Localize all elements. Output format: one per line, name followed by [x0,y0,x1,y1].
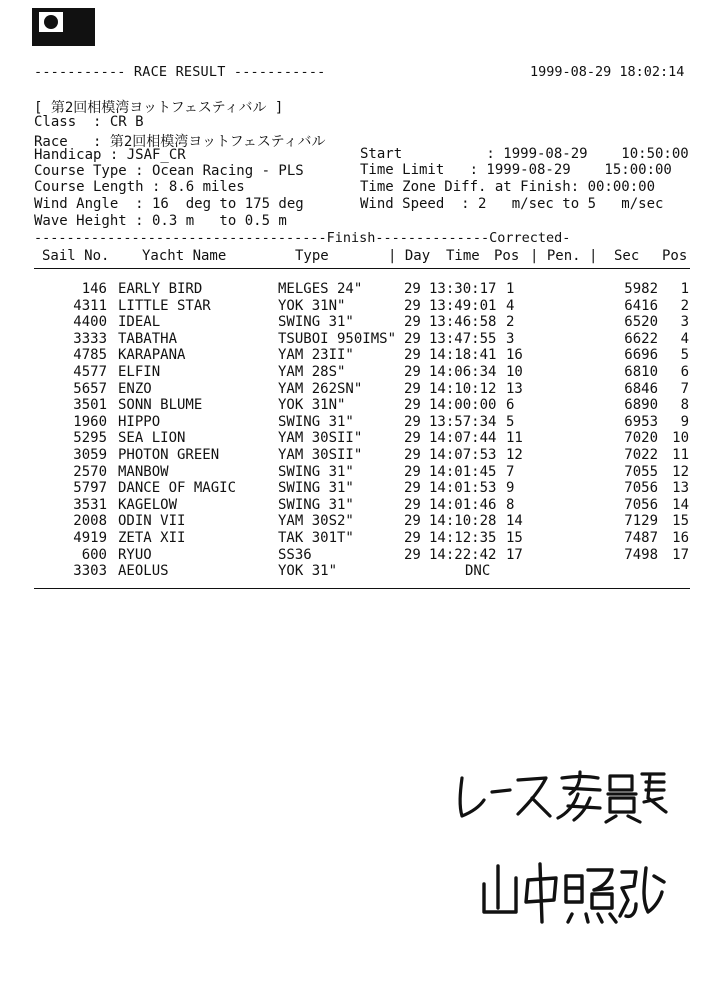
sail-no: 2570 [73,463,107,480]
table-row [0,513,720,530]
yacht-type: YOK 31N" [278,397,346,414]
corrected-sec: 7022 [624,447,658,463]
start-line: Start : 1999-08-29 10:50:00 [360,146,689,162]
finish-day: 29 [404,546,421,563]
finish-day: 29 [404,380,421,397]
finish-pos: 16 [506,347,523,364]
table-row [0,397,720,414]
table-row [0,480,720,497]
course-type-line: Course Type : Ocean Racing - PLS [34,163,304,179]
table-row [0,563,720,580]
signature-name [476,860,676,934]
finish-day: 29 [404,397,421,414]
corrected-pos: 17 [672,546,689,563]
table-row [0,464,720,481]
finish-pos: 10 [506,364,523,380]
finish-time: 14:00:00 [429,397,497,414]
sail-no: 4577 [73,364,107,380]
wind-speed-line: Wind Speed : 2 m/sec to 5 m/sec [360,196,664,212]
corrected-pos: 7 [680,380,689,397]
yacht-name: SEA LION [118,430,186,447]
yacht-name: KARAPANA [118,347,186,364]
finish-day: 29 [404,463,421,480]
yacht-type: TSUBOI 950IMS" [278,330,397,347]
tz-diff-line: Time Zone Diff. at Finish: 00:00:00 [360,179,656,195]
corrected-sec: 6416 [624,297,658,314]
yacht-type: SS36 [278,546,312,563]
yacht-type: YAM 30SII" [278,430,363,447]
table-row [0,497,720,514]
yacht-type: TAK 301T" [278,530,354,546]
table-row [0,381,720,398]
yacht-name: DANCE OF MAGIC [118,480,237,497]
column-group-line: ------------------------------------Finish--------------Corrected- [34,230,571,246]
corrected-sec: 7498 [624,546,658,563]
corrected-sec: 7056 [624,480,658,497]
finish-time: 14:12:35 [429,530,497,546]
finish-time: 14:01:45 [429,463,497,480]
yacht-name: EARLY BIRD [118,281,203,297]
finish-time: 13:57:34 [429,413,497,430]
corrected-sec: 6520 [624,314,658,331]
finish-day: 29 [404,496,421,513]
yacht-type: YAM 23II" [278,347,354,364]
table-row [0,547,720,564]
corrected-pos: 14 [672,496,689,513]
corrected-sec: 6622 [624,330,658,347]
header-cpos: Pos [662,248,688,264]
finish-day: 29 [404,297,421,314]
yacht-type: SWING 31" [278,413,354,430]
table-row [0,414,720,431]
corrected-sec: 7487 [624,530,658,546]
finish-pos: 1 [506,281,515,297]
header-time: Time [446,248,480,264]
finish-day: 29 [404,447,421,463]
corrected-pos: 1 [680,281,689,297]
handicap-line: Handicap : JSAF_CR [34,147,186,163]
sail-no: 3531 [73,496,107,513]
sail-no: 3059 [73,447,107,463]
yacht-type: MELGES 24" [278,281,363,297]
table-row [0,331,720,348]
class-line: Class : CR B [34,114,144,130]
sail-no: 5295 [73,430,107,447]
table-row [0,430,720,447]
corrected-pos: 15 [672,513,689,530]
table-row [0,298,720,315]
finish-day: 29 [404,530,421,546]
table-row [0,347,720,364]
table-row [0,281,720,298]
yacht-name: PHOTON GREEN [118,447,220,463]
yacht-type: YAM 262SN" [278,380,363,397]
finish-pos: 14 [506,513,523,530]
header-pen: | Pen. | [530,248,598,264]
finish-pos: 12 [506,447,523,463]
yacht-type: SWING 31" [278,314,354,331]
sail-no: 2008 [73,513,107,530]
finish-time: 13:49:01 [429,297,497,314]
yacht-name: KAGELOW [118,496,178,513]
finish-day: 29 [404,413,421,430]
finish-day: 29 [404,513,421,530]
yacht-name: IDEAL [118,314,161,331]
status-dnc: DNC [465,563,491,580]
finish-day: 29 [404,281,421,297]
yacht-type: SWING 31" [278,463,354,480]
yacht-type: YOK 31" [278,563,338,580]
finish-day: 29 [404,347,421,364]
table-row [0,314,720,331]
yacht-type: SWING 31" [278,480,354,497]
finish-pos: 3 [506,330,515,347]
wind-angle-line: Wind Angle : 16 deg to 175 deg [34,196,304,212]
corrected-pos: 11 [672,447,689,463]
corrected-pos: 13 [672,480,689,497]
corrected-pos: 8 [680,397,689,414]
corrected-pos: 2 [680,297,689,314]
sail-no: 146 [81,281,107,297]
finish-time: 13:30:17 [429,281,497,297]
sail-no: 1960 [73,413,107,430]
yacht-type: YAM 30SII" [278,447,363,463]
header-day: | Day [388,248,431,264]
corrected-pos: 5 [680,347,689,364]
finish-pos: 13 [506,380,523,397]
corrected-sec: 6846 [624,380,658,397]
yacht-type: YOK 31N" [278,297,346,314]
finish-day: 29 [404,430,421,447]
header-rule [34,268,690,269]
sail-no: 3501 [73,397,107,414]
sail-no: 4400 [73,314,107,331]
corrected-sec: 5982 [624,281,658,297]
finish-day: 29 [404,364,421,380]
yacht-name: ENZO [118,380,152,397]
race-line: Race : 第2回相模湾ヨットフェスティバル [34,134,326,150]
report-datetime: 1999-08-29 18:02:14 [530,64,685,80]
corrected-pos: 10 [672,430,689,447]
corrected-pos: 16 [672,530,689,546]
finish-time: 14:07:53 [429,447,497,463]
course-length-line: Course Length : 8.6 miles [34,179,245,195]
corrected-pos: 6 [680,364,689,380]
corrected-sec: 6890 [624,397,658,414]
yacht-name: SONN BLUME [118,397,203,414]
yacht-name: AEOLUS [118,563,169,580]
finish-pos: 9 [506,480,515,497]
sail-no: 4311 [73,297,107,314]
finish-pos: 2 [506,314,515,331]
flag-logo [32,8,95,46]
corrected-sec: 7055 [624,463,658,480]
finish-pos: 4 [506,297,515,314]
corrected-sec: 6696 [624,347,658,364]
header-type: Type [295,248,329,264]
corrected-pos: 3 [680,314,689,331]
finish-time: 14:01:46 [429,496,497,513]
time-limit-line: Time Limit : 1999-08-29 15:00:00 [360,162,672,178]
finish-time: 14:10:28 [429,513,497,530]
finish-pos: 17 [506,546,523,563]
finish-time: 14:22:42 [429,546,497,563]
finish-pos: 7 [506,463,515,480]
sail-no: 600 [81,546,107,563]
finish-pos: 15 [506,530,523,546]
corrected-pos: 4 [680,330,689,347]
yacht-name: RYUO [118,546,152,563]
finish-time: 14:18:41 [429,347,497,364]
yacht-type: YAM 28S" [278,364,346,380]
sail-no: 4919 [73,530,107,546]
yacht-name: HIPPO [118,413,161,430]
header-name: Yacht Name [142,248,227,264]
yacht-name: LITTLE STAR [118,297,211,314]
finish-time: 14:01:53 [429,480,497,497]
sail-no: 4785 [73,347,107,364]
wave-height-line: Wave Height : 0.3 m to 0.5 m [34,213,287,229]
finish-pos: 11 [506,430,523,447]
yacht-type: SWING 31" [278,496,354,513]
yacht-name: MANBOW [118,463,169,480]
corrected-sec: 6953 [624,413,658,430]
finish-time: 14:06:34 [429,364,497,380]
finish-pos: 5 [506,413,515,430]
finish-day: 29 [404,330,421,347]
finish-time: 14:07:44 [429,430,497,447]
corrected-sec: 7129 [624,513,658,530]
sail-no: 5657 [73,380,107,397]
report-title: ----------- RACE RESULT ----------- [34,64,326,80]
finish-time: 13:46:58 [429,314,497,331]
corrected-pos: 12 [672,463,689,480]
yacht-name: ODIN VII [118,513,186,530]
table-row [0,447,720,464]
corrected-sec: 7020 [624,430,658,447]
header-pos: Pos [494,248,520,264]
yacht-name: TABATHA [118,330,178,347]
table-row [0,530,720,547]
finish-pos: 8 [506,496,515,513]
header-sail: Sail No. [42,248,110,264]
table-row [0,364,720,381]
finish-day: 29 [404,480,421,497]
finish-pos: 6 [506,397,515,414]
sail-no: 5797 [73,480,107,497]
yacht-name: ZETA XII [118,530,186,546]
event-name: [ 第2回相模湾ヨットフェスティバル ] [34,100,284,116]
sail-no: 3303 [73,563,107,580]
finish-time: 13:47:55 [429,330,497,347]
finish-day: 29 [404,314,421,331]
yacht-type: YAM 30S2" [278,513,354,530]
header-sec: Sec [614,248,640,264]
corrected-sec: 6810 [624,364,658,380]
signature-title [450,768,670,832]
footer-rule [34,588,690,589]
yacht-name: ELFIN [118,364,161,380]
corrected-pos: 9 [680,413,689,430]
finish-time: 14:10:12 [429,380,497,397]
sail-no: 3333 [73,330,107,347]
corrected-sec: 7056 [624,496,658,513]
